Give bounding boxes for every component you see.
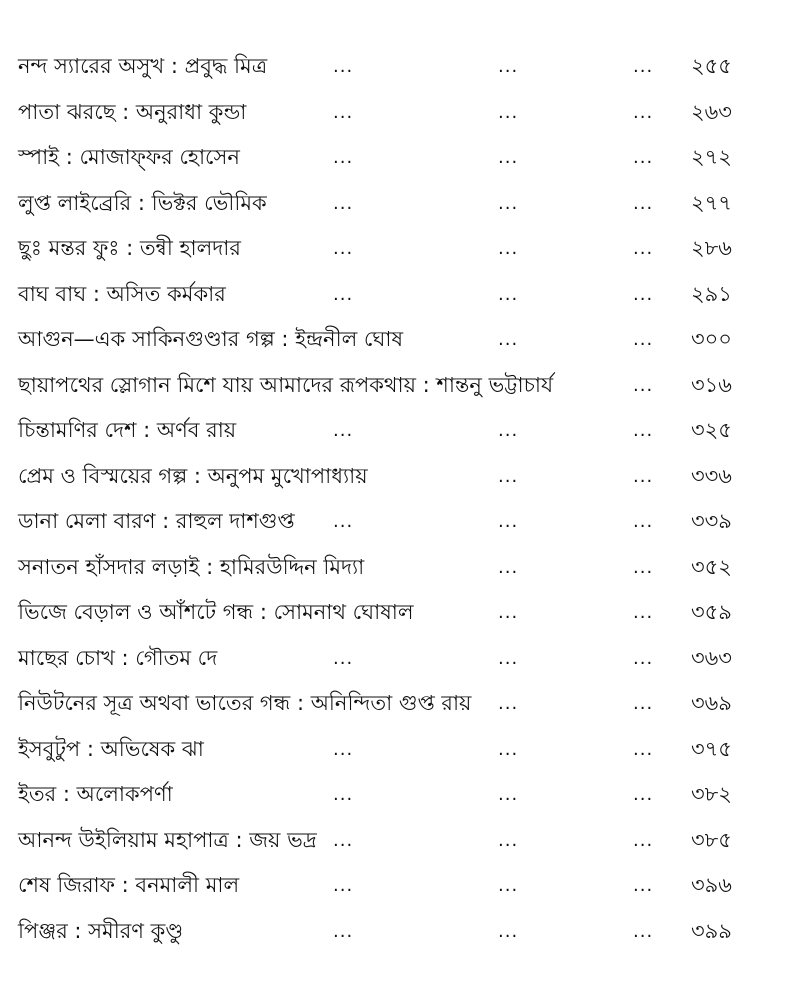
toc-entry xyxy=(0,681,797,727)
toc-entry-title: চিন্তামণির দেশ : অর্ণব রায় xyxy=(18,418,237,442)
toc-entry-page-number: ৩৯৬ xyxy=(691,873,732,897)
toc-leader-dots: ... xyxy=(633,920,654,942)
toc-entry-page-number: ৩৫২ xyxy=(691,554,732,579)
toc-entry xyxy=(0,545,797,591)
toc-entry-title: ইতর : অলোকপর্ণা xyxy=(18,782,173,806)
toc-leader-dots: ... xyxy=(633,283,654,305)
toc-entry xyxy=(0,44,797,90)
toc-leader-dots: ... xyxy=(498,192,519,214)
toc-entry-page-number: ২৭২ xyxy=(691,145,732,169)
toc-leader-dots: ... xyxy=(498,875,519,896)
toc-entry-page-number: ২৭৭ xyxy=(691,190,732,215)
toc-entry xyxy=(0,181,797,227)
toc-leader-dots: ... xyxy=(633,738,654,760)
toc-leader-dots: ... xyxy=(498,147,519,168)
toc-leader-dots: ... xyxy=(633,556,654,578)
toc-leader-dots: ... xyxy=(633,192,654,214)
toc-entry xyxy=(0,135,797,181)
toc-leader-dots: ... xyxy=(633,465,654,487)
toc-leader-dots: ... xyxy=(333,192,354,214)
toc-leader-dots: ... xyxy=(498,647,519,669)
toc-leader-dots: ... xyxy=(498,101,519,123)
toc-entry-title: আনন্দ উইলিয়াম মহাপাত্র : জয় ভদ্র xyxy=(18,827,317,852)
toc-leader-dots: ... xyxy=(498,602,519,623)
toc-leader-dots: ... xyxy=(333,283,354,305)
toc-leader-dots: ... xyxy=(498,738,519,760)
toc-entry xyxy=(0,272,797,318)
toc-entry xyxy=(0,590,797,636)
toc-leader-dots: ... xyxy=(498,693,519,714)
toc-entry xyxy=(0,499,797,545)
toc-entry xyxy=(0,909,797,955)
toc-leader-dots: ... xyxy=(498,238,519,259)
toc-leader-dots: ... xyxy=(333,829,354,851)
toc-leader-dots: ... xyxy=(498,829,519,851)
toc-entry-page-number: ৩৮৫ xyxy=(691,827,732,852)
table-of-contents xyxy=(0,44,797,954)
toc-entry-title: আগুন—এক সাকিনগুণ্ডার গল্প : ইন্দ্রনীল ঘোষ xyxy=(18,327,404,351)
toc-leader-dots: ... xyxy=(633,602,654,623)
toc-leader-dots: ... xyxy=(333,875,354,896)
toc-leader-dots: ... xyxy=(333,920,354,942)
toc-leader-dots: ... xyxy=(633,875,654,896)
toc-entry xyxy=(0,636,797,682)
toc-entry-page-number: ৩৯৯ xyxy=(691,918,732,943)
toc-leader-dots: ... xyxy=(633,238,654,259)
toc-leader-dots: ... xyxy=(633,101,654,123)
toc-leader-dots: ... xyxy=(333,738,354,760)
toc-entry-page-number: ৩৩৯ xyxy=(691,509,732,533)
toc-entry xyxy=(0,772,797,818)
toc-leader-dots: ... xyxy=(498,556,519,578)
toc-entry-page-number: ৩৮২ xyxy=(691,782,732,806)
toc-entry-page-number: ৩০০ xyxy=(691,327,732,351)
toc-entry-page-number: ৩৬৯ xyxy=(691,691,732,715)
toc-leader-dots: ... xyxy=(333,420,354,441)
toc-leader-dots: ... xyxy=(498,511,519,532)
toc-entry-title: ইসবুটুপ : অভিষেক ঝা xyxy=(18,736,204,761)
toc-entry-title: পিঞ্জর : সমীরণ কুণ্ডু xyxy=(18,918,184,943)
toc-leader-dots: ... xyxy=(333,647,354,669)
toc-entry-page-number: ৩২৫ xyxy=(691,418,732,442)
toc-leader-dots: ... xyxy=(633,784,654,805)
toc-leader-dots: ... xyxy=(498,465,519,487)
toc-leader-dots: ... xyxy=(633,647,654,669)
toc-entry-title: লুপ্ত লাইব্রেরি : ভিক্টর ভৌমিক xyxy=(18,190,267,215)
toc-entry-page-number: ২৯১ xyxy=(691,281,732,306)
toc-entry-title: ডানা মেলা বারণ : রাহুল দাশগুপ্ত xyxy=(18,509,295,533)
toc-entry-title: ছায়াপথের স্লোগান মিশে যায় আমাদের রূপকথায় : শান্তনু ভট্টাচার্য xyxy=(18,372,554,397)
toc-entry-page-number: ৩৭৫ xyxy=(691,736,732,761)
toc-leader-dots: ... xyxy=(498,329,519,350)
toc-entry-page-number: ২৮৬ xyxy=(691,236,732,260)
toc-entry xyxy=(0,408,797,454)
toc-entry xyxy=(0,90,797,136)
toc-leader-dots: ... xyxy=(498,784,519,805)
toc-leader-dots: ... xyxy=(498,420,519,441)
toc-leader-dots: ... xyxy=(333,511,354,532)
toc-entry-title: স্পাই : মোজাফ্‌ফর হোসেন xyxy=(18,145,240,169)
toc-leader-dots: ... xyxy=(633,147,654,168)
toc-entry-title: শেষ জিরাফ : বনমালী মাল xyxy=(18,873,240,897)
toc-entry-title: মাছের চোখ : গৌতম দে xyxy=(18,645,218,670)
toc-entry xyxy=(0,226,797,272)
toc-leader-dots: ... xyxy=(333,56,354,77)
toc-entry-title: বাঘ বাঘ : অসিত কর্মকার xyxy=(18,281,226,306)
toc-entry xyxy=(0,863,797,909)
toc-entry-page-number: ২৬৩ xyxy=(691,99,732,124)
toc-entry-title: নিউটনের সূত্র অথবা ভাতের গন্ধ : অনিন্দিতা গুপ্ত রায় xyxy=(18,691,472,715)
toc-leader-dots: ... xyxy=(633,420,654,441)
toc-leader-dots: ... xyxy=(333,784,354,805)
toc-leader-dots: ... xyxy=(333,238,354,259)
toc-entry xyxy=(0,454,797,500)
toc-leader-dots: ... xyxy=(633,56,654,77)
toc-entry-title: ছুঃ মন্তর ফুঃ : তন্বী হালদার xyxy=(18,236,241,260)
toc-leader-dots: ... xyxy=(633,374,654,396)
toc-leader-dots: ... xyxy=(633,329,654,350)
toc-entry-title: নন্দ স্যারের অসুখ : প্রবুদ্ধ মিত্র xyxy=(18,54,268,78)
toc-entry-page-number: ৩৫৯ xyxy=(691,600,732,624)
toc-leader-dots: ... xyxy=(498,920,519,942)
toc-leader-dots: ... xyxy=(333,147,354,168)
toc-entry-title: সনাতন হাঁসদার লড়াই : হামিরউদ্দিন মিদ্যা xyxy=(18,554,365,579)
toc-entry-title: প্রেম ও বিস্ময়ের গল্প : অনুপম মুখোপাধ্যায় xyxy=(18,463,368,488)
toc-entry xyxy=(0,727,797,773)
toc-entry xyxy=(0,363,797,409)
toc-leader-dots: ... xyxy=(633,693,654,714)
toc-entry xyxy=(0,317,797,363)
toc-entry-title: ভিজে বেড়াল ও আঁশটে গন্ধ : সোমনাথ ঘোষাল xyxy=(18,600,414,624)
toc-entry-title: পাতা ঝরছে : অনুরাধা কুন্ডা xyxy=(18,99,247,124)
toc-leader-dots: ... xyxy=(633,511,654,532)
toc-entry-page-number: ২৫৫ xyxy=(691,54,732,78)
toc-leader-dots: ... xyxy=(333,101,354,123)
toc-leader-dots: ... xyxy=(498,283,519,305)
toc-entry-page-number: ৩৩৬ xyxy=(691,463,732,488)
toc-entry xyxy=(0,818,797,864)
toc-leader-dots: ... xyxy=(498,56,519,77)
toc-entry-page-number: ৩৬৩ xyxy=(691,645,732,670)
toc-entry-page-number: ৩১৬ xyxy=(691,372,732,397)
toc-leader-dots: ... xyxy=(633,829,654,851)
